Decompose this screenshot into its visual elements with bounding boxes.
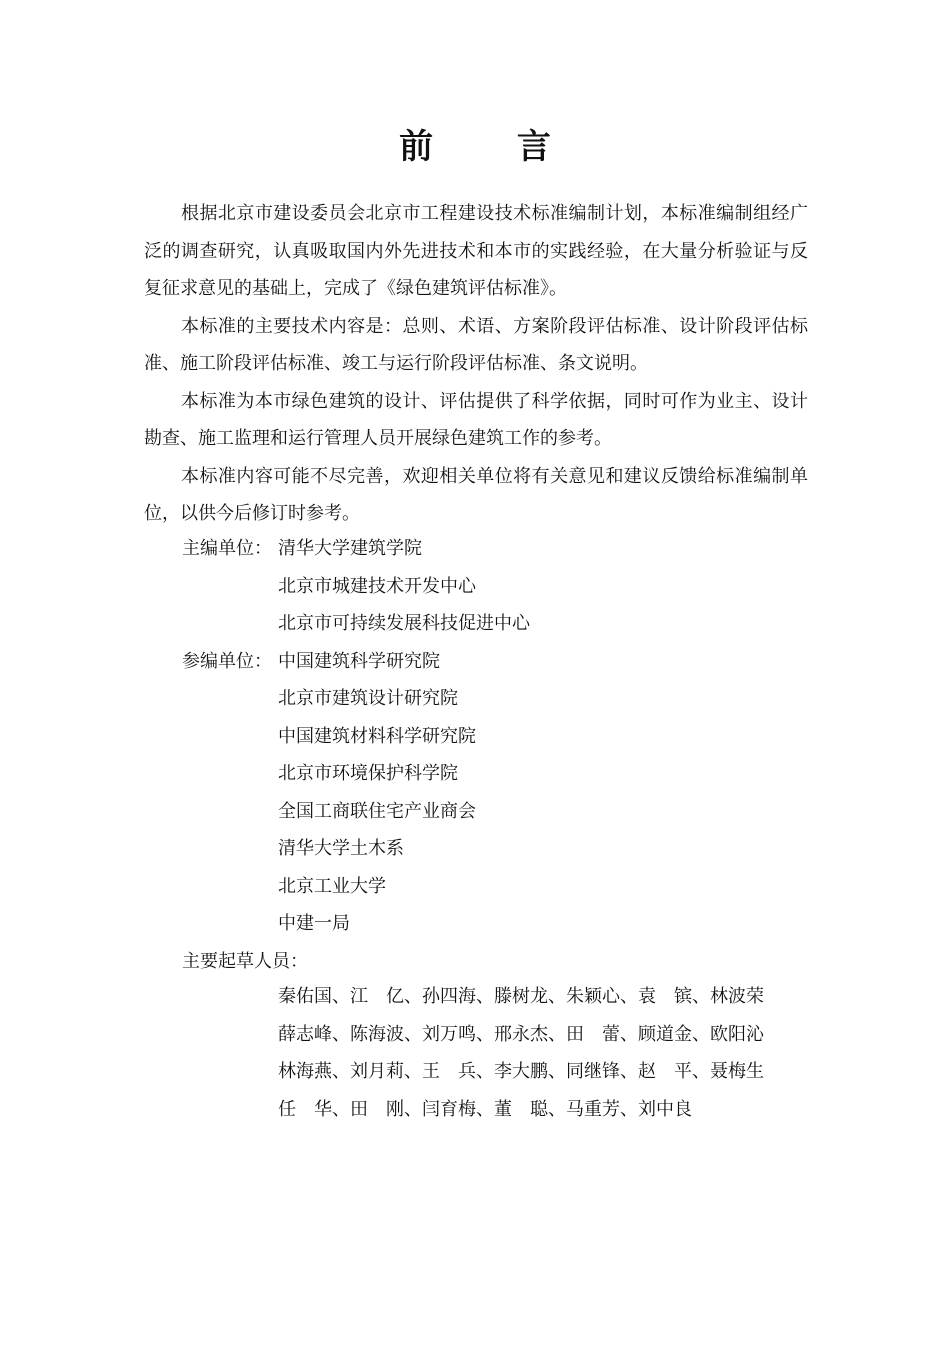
unit-row [182, 718, 822, 756]
unit-name: 全国工商联住宅产业商会 [278, 800, 476, 822]
unit-row [182, 605, 822, 643]
paragraph-4: 本标准内容可能不尽完善，欢迎相关单位将有关意见和建议反馈给标准编制单位，以供今后修订时参考。 [144, 465, 808, 524]
participating-units [182, 643, 822, 943]
chief-units-label: 主编单位： [182, 538, 272, 559]
unit-row [182, 830, 822, 868]
unit-name: 清华大学建筑学院 [278, 538, 422, 559]
page-title: 前 言 [399, 126, 587, 167]
drafter-line: 薛志峰、陈海波、刘万鸣、邢永杰、田 蕾、顾道金、欧阳沁 [278, 1023, 764, 1045]
paragraph-1: 根据北京市建设委员会北京市工程建设技术标准编制计划，本标准编制组经广泛的调查研究，认真吸取国内外先进技术和本市的实践经验，在大量分析验证与反复征求意见的基础上，完成了《绿色建筑评估标准》。 [144, 203, 808, 299]
unit-row [182, 568, 822, 606]
unit-name: 北京市城建技术开发中心 [278, 575, 476, 597]
unit-name: 中国建筑科学研究院 [278, 650, 440, 672]
unit-name: 北京市可持续发展科技促进中心 [278, 613, 530, 634]
units-section [182, 530, 822, 980]
paragraph-3: 本标准为本市绿色建筑的设计、评估提供了科学依据，同时可作为业主、设计勘查、施工监理和运行管理人员开展绿色建筑工作的参考。 [144, 390, 808, 449]
drafter-line: 秦佑国、江 亿、孙四海、滕树龙、朱颖心、袁 镔、林波荣 [278, 986, 764, 1007]
participating-units-label: 参编单位： [182, 650, 272, 672]
drafters-list [278, 978, 808, 1128]
unit-row [182, 905, 822, 943]
unit-name: 中建一局 [278, 913, 350, 934]
unit-row [182, 868, 822, 906]
drafter-line: 任 华、田 刚、闫育梅、董 聪、马重芳、刘中良 [278, 1098, 692, 1120]
unit-name: 北京市建筑设计研究院 [278, 688, 458, 709]
unit-name: 北京市环境保护科学院 [278, 763, 458, 784]
drafter-line: 林海燕、刘月莉、王 兵、李大鹏、同继锋、赵 平、聂梅生 [278, 1061, 764, 1082]
unit-name: 中国建筑材料科学研究院 [278, 725, 476, 747]
unit-name: 清华大学土木系 [278, 838, 404, 859]
unit-row [182, 680, 822, 718]
unit-row [182, 530, 822, 568]
paragraph-2: 本标准的主要技术内容是：总则、术语、方案阶段评估标准、设计阶段评估标准、施工阶段评估标准、竣工与运行阶段评估标准、条文说明。 [144, 315, 808, 374]
unit-row [182, 755, 822, 793]
unit-name: 北京工业大学 [278, 875, 386, 897]
drafters-label: 主要起草人员： [182, 950, 308, 972]
unit-row [182, 793, 822, 831]
unit-row [182, 643, 822, 681]
preface-body [144, 195, 808, 533]
chief-units [182, 530, 822, 643]
